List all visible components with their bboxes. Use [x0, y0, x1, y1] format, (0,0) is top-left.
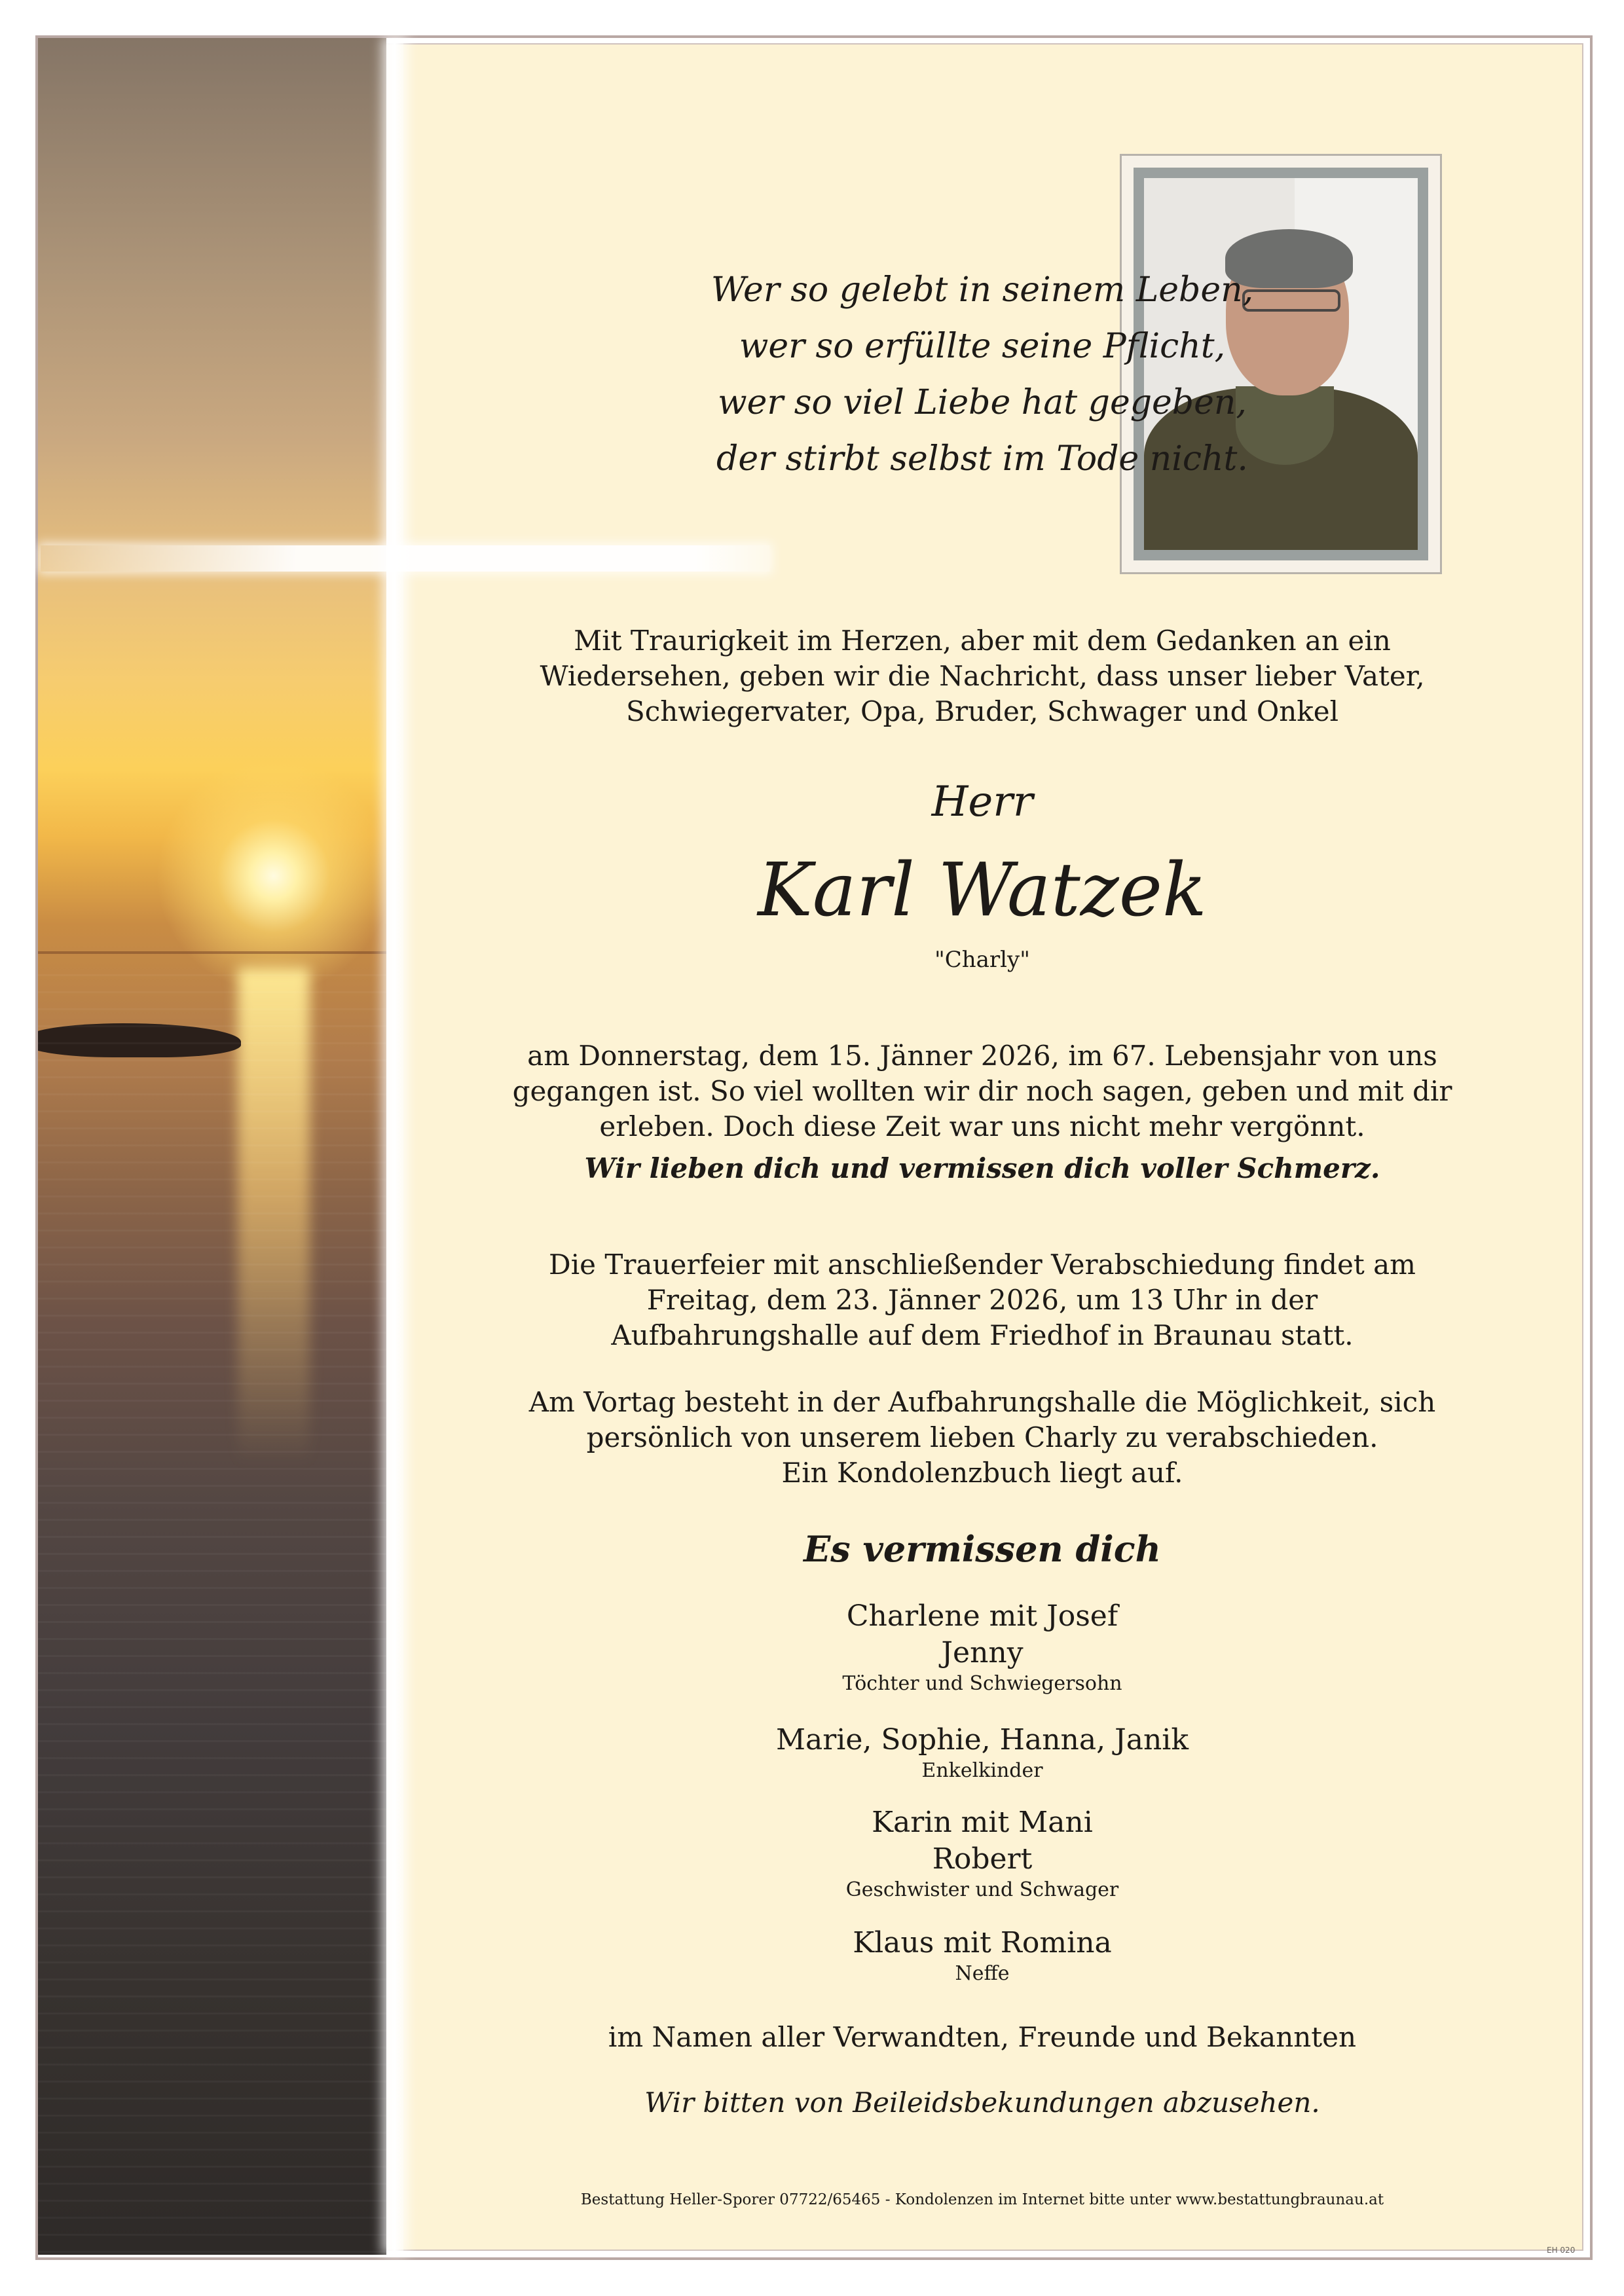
deceased-name: Karl Watzek	[758, 848, 1207, 933]
mourner-name: Klaus mit Romina	[853, 1926, 1112, 1959]
mourner-role: Geschwister und Schwager	[845, 1878, 1119, 1901]
water-ripples	[38, 974, 386, 2255]
mourner-group	[432, 1804, 1532, 1903]
template-code: EH 020	[1547, 2246, 1576, 2255]
announcement-line: gegangen ist. So viel wollten wir dir noch sagen, geben und mit dir	[512, 1075, 1452, 1107]
announcement-line: am Donnerstag, dem 15. Jänner 2026, im 67. Lebensjahr von uns	[527, 1040, 1437, 1072]
closing-line: im Namen aller Verwandten, Freunde und Bekannten	[608, 2021, 1357, 2053]
mourner-group	[432, 1925, 1532, 1986]
verse-line: wer so viel Liebe hat gegeben,	[718, 383, 1247, 422]
viewing-line: Ein Kondolenzbuch liegt auf.	[781, 1457, 1183, 1489]
mourner-name: Marie, Sophie, Hanna, Janik	[775, 1723, 1189, 1757]
mourner-role: Enkelkinder	[921, 1759, 1043, 1782]
mourner-role: Neffe	[955, 1962, 1010, 1985]
funeral-line: Die Trauerfeier mit anschließender Verabschiedung findet am	[549, 1248, 1416, 1281]
verse-line: Wer so gelebt in seinem Leben,	[710, 270, 1254, 310]
announcement-line: erleben. Doch diese Zeit war uns nicht mehr vergönnt.	[599, 1110, 1365, 1142]
intro-line: Schwiegervater, Opa, Bruder, Schwager und Onkel	[625, 695, 1339, 727]
funeral-details	[432, 1247, 1532, 1353]
intro-line: Wiedersehen, geben wir die Nachricht, dass unser lieber Vater,	[540, 660, 1425, 692]
funeral-line: Aufbahrungshalle auf dem Friedhof in Braunau statt.	[611, 1319, 1354, 1351]
salutation: Herr	[931, 778, 1033, 826]
funeral-line: Freitag, dem 23. Jänner 2026, um 13 Uhr in der	[646, 1284, 1318, 1316]
verse-line: wer so erfüllte seine Pflicht,	[739, 327, 1226, 366]
sun-glow	[156, 758, 386, 994]
funeral-home-footer: Bestattung Heller-Sporer 07722/65465 - Kondolenzen im Internet bitte unter www.bestattungbraunau.at	[580, 2191, 1384, 2208]
viewing-line: persönlich von unserem lieben Charly zu verabschieden.	[586, 1421, 1378, 1453]
deceased-nickname: "Charly"	[934, 947, 1030, 973]
verse-line: der stirbt selbst im Tode nicht.	[716, 439, 1248, 479]
mourner-name: Jenny	[941, 1636, 1024, 1669]
cross-horizontal-beam	[41, 545, 769, 572]
memorial-verse	[432, 262, 1532, 487]
mourner-name: Robert	[932, 1842, 1033, 1876]
mourners-heading: Es vermissen dich	[803, 1528, 1161, 1570]
condolence-request: Wir bitten von Beileidsbekundungen abzusehen.	[644, 2086, 1320, 2119]
mourner-role: Töchter und Schwiegersohn	[842, 1672, 1122, 1695]
horizon-line	[38, 951, 386, 954]
love-line: Wir lieben dich und vermissen dich voller Schmerz.	[584, 1152, 1380, 1184]
death-announcement	[432, 1038, 1532, 1144]
sunset-sea-image	[38, 38, 386, 2255]
mourner-name: Charlene mit Josef	[846, 1599, 1118, 1633]
intro-line: Mit Traurigkeit im Herzen, aber mit dem Gedanken an ein	[574, 625, 1391, 657]
viewing-line: Am Vortag besteht in der Aufbahrungshalle die Möglichkeit, sich	[528, 1386, 1436, 1418]
mourner-name: Karin mit Mani	[872, 1806, 1093, 1839]
intro-paragraph	[432, 623, 1532, 729]
cross-vertical-beam	[386, 41, 403, 2251]
mourner-group	[432, 1598, 1532, 1696]
viewing-details	[432, 1385, 1532, 1491]
mourner-group	[432, 1722, 1532, 1783]
